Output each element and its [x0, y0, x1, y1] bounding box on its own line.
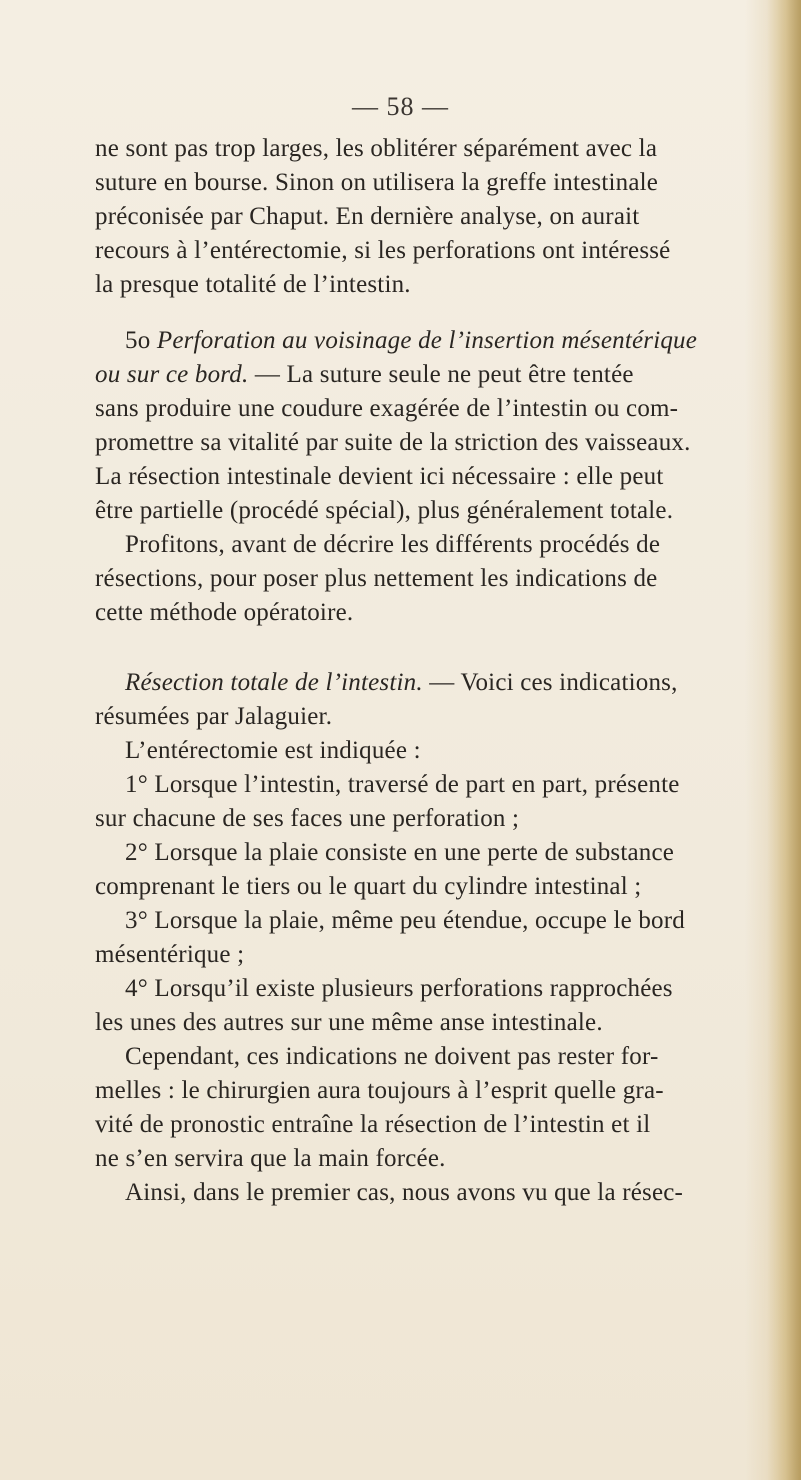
list-item: 3° Lorsque la plaie, même peu étendue, occupe le bord: [125, 907, 685, 934]
list-item-continuation: sur chacune de ses faces une perforation ;: [95, 805, 520, 832]
text-line: suture en bourse. Sinon on utilisera la greffe intestinale: [95, 169, 659, 196]
text-line: melles : le chirurgien aura toujours à l’esprit quelle gra-: [95, 1077, 664, 1104]
text-line: cette méthode opératoire.: [95, 599, 354, 626]
text-line: être partielle (procédé spécial), plus généralement totale.: [95, 497, 674, 524]
text-run: — Voici ces indications,: [422, 669, 678, 696]
list-item: 4° Lorsqu’il existe plusieurs perforations rapprochées: [125, 975, 673, 1002]
text-line: préconisée par Chaput. En dernière analyse, on aurait: [95, 203, 640, 230]
text-line: [95, 358, 795, 392]
text-line: recours à l’entérectomie, si les perforations ont intéressé: [95, 237, 671, 264]
list-item-continuation: les unes des autres sur une même anse intestinale.: [95, 1009, 603, 1036]
text-line: La résection intestinale devient ici nécessaire : elle peut: [95, 463, 664, 490]
text-line: Cependant, ces indications ne doivent pas rester for-: [125, 1043, 659, 1070]
section-number: 5o: [125, 327, 151, 354]
page-number: — 58 —: [352, 92, 449, 121]
text-line: Profitons, avant de décrire les différents procédés de: [125, 531, 661, 558]
section-heading-resection: [125, 666, 801, 700]
list-item-continuation: mésentérique ;: [95, 941, 245, 968]
text-line: résumées par Jalaguier.: [95, 703, 333, 730]
list-item: 1° Lorsque l’intestin, traversé de part en part, présente: [125, 771, 680, 798]
text-line: ne s’en servira que la main forcée.: [95, 1145, 446, 1172]
text-line: la presque totalité de l’intestin.: [95, 271, 411, 298]
text-line: promettre sa vitalité par suite de la striction des vaisseaux.: [95, 429, 691, 456]
text-run: — La suture seule ne peut être tentée: [248, 361, 634, 388]
text-line: ne sont pas trop larges, les oblitérer séparément avec la: [95, 135, 658, 162]
text-line: Ainsi, dans le premier cas, nous avons vu que la résec-: [125, 1179, 684, 1206]
text-line: vité de pronostic entraîne la résection de l’intestin et il: [95, 1111, 651, 1138]
text-line: résections, pour poser plus nettement les indications de: [95, 565, 658, 592]
heading-italic: ou sur ce bord.: [95, 361, 249, 388]
heading-italic: Perforation au voisinage de l’insertion mésentérique: [156, 327, 698, 354]
list-item: 2° Lorsque la plaie consiste en une perte de substance: [125, 839, 675, 866]
text-line: L’entérectomie est indiquée :: [125, 737, 421, 764]
list-item-continuation: comprenant le tiers ou le quart du cylindre intestinal ;: [95, 873, 642, 900]
text-line: sans produire une coudure exagérée de l’intestin ou com-: [95, 395, 679, 422]
heading-italic: Résection totale de l’intestin.: [125, 669, 423, 696]
section-heading-perforation: [125, 324, 801, 358]
